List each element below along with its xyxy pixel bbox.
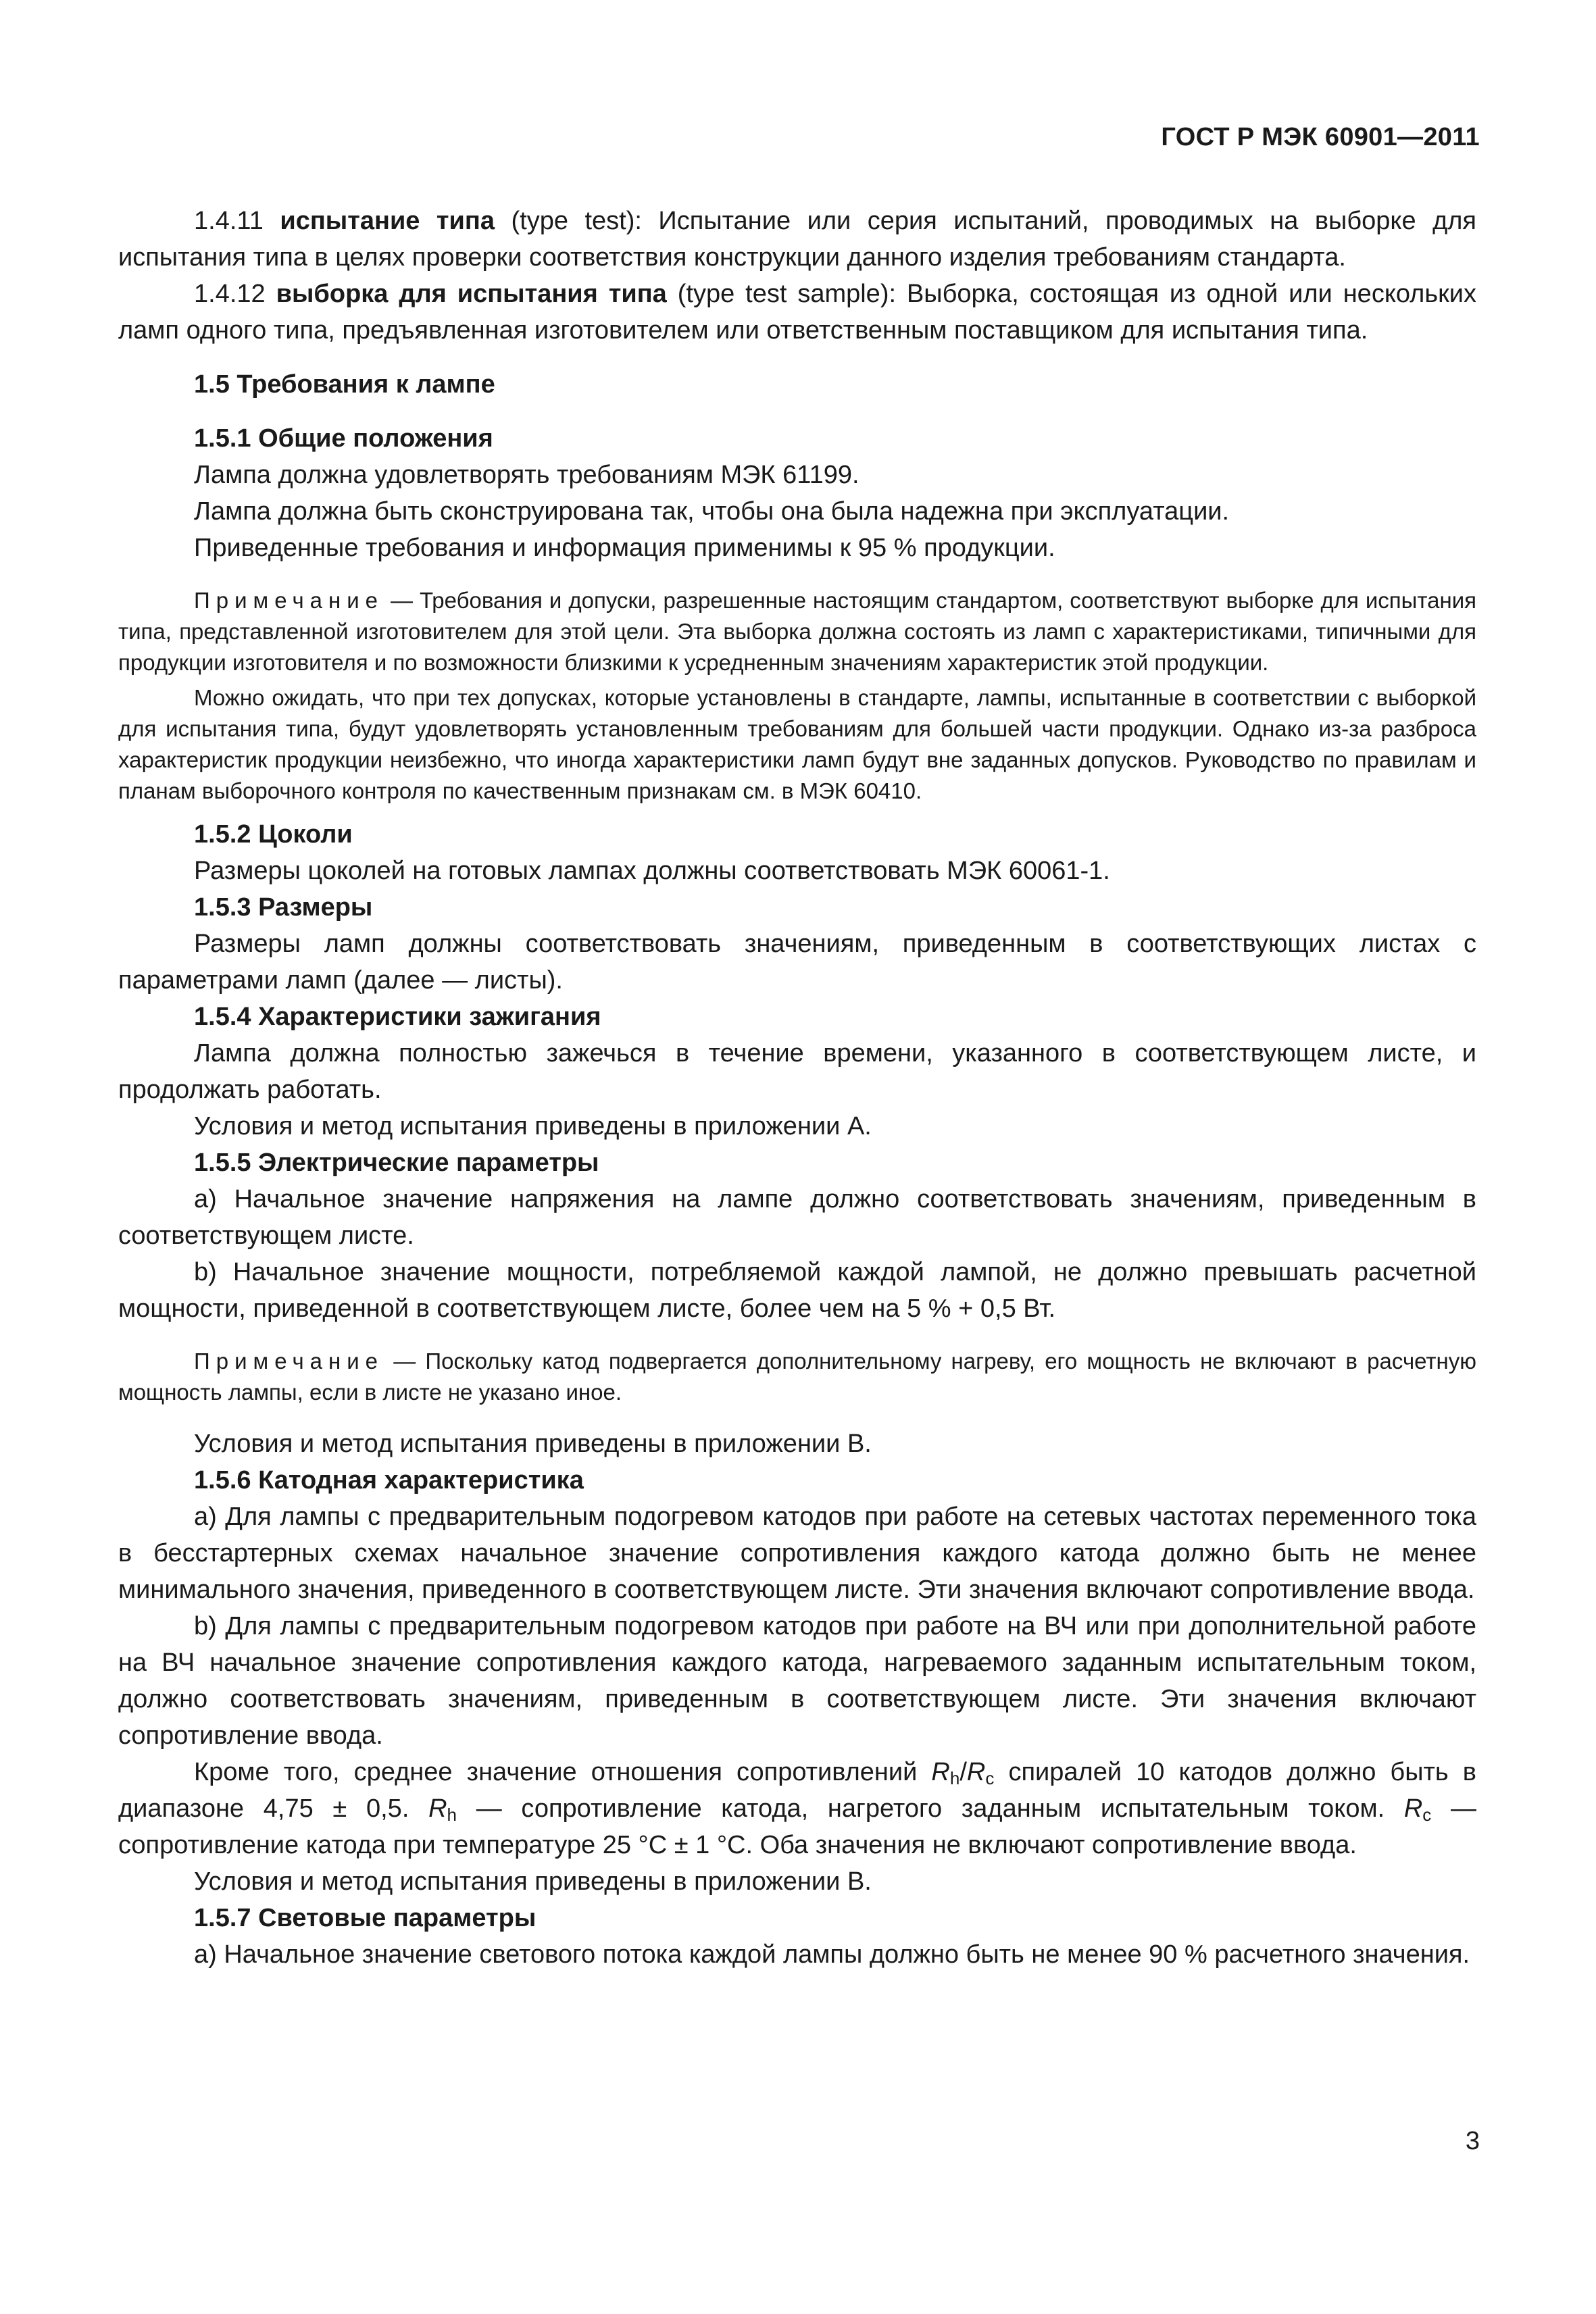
page-number: 3 [1465,2127,1480,2155]
section-heading-1-5-2: 1.5.2 Цоколи [194,820,353,849]
paragraph: b) Начальное значение мощности, потребляемой каждой лампой, не должно превышать расчетной мощности, приведенной в соответствующем листе, более чем на 5 % + 0,5 Вт. [118,1258,1476,1323]
clause-1-4-12 [118,276,1476,349]
document-header: ГОСТ Р МЭК 60901—2011 [1161,123,1480,151]
section-heading-1-5-7: 1.5.7 Световые параметры [194,1904,537,1932]
section-heading-1-5-3: 1.5.3 Размеры [194,893,373,922]
note-1-5-5 [118,1346,1476,1408]
document-body [118,203,1476,1973]
paragraph: Размеры ламп должны соответствовать значениям, приведенным в соответствующих листах с параметрами ламп (далее — листы). [118,930,1476,995]
clause-text: (type test): Испытание или серия испытаний, проводимых на выборке для испытания типа в целях проверки соответствия конструкции данного изделия требованиям стандарта. [118,207,1476,272]
note-1-5-1 [118,585,1476,678]
paragraph: Лампа должна полностью зажечься в течение времени, указанного в соответствующем листе, и продолжать работать. [118,1039,1476,1104]
note-text: — Поскольку катод подвергается дополнительному нагреву, его мощность не включают в расчетную мощность лампы, если в листе не указано иное. [118,1349,1476,1405]
clause-text: (type test sample): Выборка, состоящая из одной или нескольких ламп одного типа, предъявленная изготовителем или ответственным поставщиком для испытания типа. [118,280,1476,345]
paragraph-resistance-ratio: Кроме того, среднее значение отношения сопротивлений $R_h/R_c$ спиралей 10 катодов должно быть в диапазоне 4,75 ± 0,5. $R_h$ — сопротивление катода, нагретого заданным испытательным током. $R_c$ — сопротивление катода при температуре 25 °C ± 1 °C. Оба значения не включают сопротивление ввода. [118,1758,1476,1859]
term: выборка для испытания типа [276,280,667,308]
clause-number: 1.4.11 [194,207,264,235]
paragraph: Приведенные требования и информация применимы к 95 % продукции. [194,534,1055,562]
note-text: — Требования и допуски, разрешенные настоящим стандартом, соответствуют выборке для испытания типа, представленной изготовителем для этой цели. Эта выборка должна состоять из ламп с характеристиками, типичными для продукции изготовителя и по возможности близкими к усредненным значениям характеристик этой продукции. [118,588,1476,675]
paragraph: Условия и метод испытания приведены в приложении А. [194,1112,872,1140]
paragraph: Лампа должна удовлетворять требованиям МЭК 61199. [194,461,859,489]
paragraph: а) Начальное значение светового потока каждой лампы должно быть не менее 90 % расчетного значения. [194,1940,1470,1969]
note-label: Примечание [194,588,384,613]
section-heading-1-5-5: 1.5.5 Электрические параметры [194,1149,599,1177]
paragraph: Условия и метод испытания приведены в приложении В. [194,1430,872,1458]
paragraph: а) Для лампы с предварительным подогревом катодов при работе на сетевых частотах переменного тока в бесстартерных схемах начальное значение сопротивления каждого катода должно быть не менее минимального значения, приведенного в соответствующем листе. Эти значения включают сопротивление ввода. [118,1503,1476,1604]
note-label: Примечание [194,1349,384,1374]
section-heading-1-5-1: 1.5.1 Общие положения [194,424,493,453]
clause-number: 1.4.12 [194,280,266,308]
paragraph: b) Для лампы с предварительным подогревом катодов при работе на ВЧ или при дополнительной работе на ВЧ начальное значение сопротивления каждого катода, нагреваемого заданным испытательным током, должно соответствовать значениям, приведенным в соответствующем листе. Эти значения включают сопротивление ввода. [118,1612,1476,1750]
paragraph: Размеры цоколей на готовых лампах должны соответствовать МЭК 60061-1. [194,857,1110,885]
clause-1-4-11 [118,203,1476,276]
section-heading-1-5-4: 1.5.4 Характеристики зажигания [194,1003,601,1031]
note-continuation: Можно ожидать, что при тех допусках, которые установлены в стандарте, лампы, испытанные в соответствии с выборкой для испытания типа, будут удовлетворять установленным требованиям для большей части продукции. Однако из-за разброса характеристик продукции неизбежно, что иногда характеристики ламп будут вне заданных допусков. Руководство по правилам и планам выборочного контроля по качественным признакам см. в МЭК 60410. [118,685,1476,803]
section-heading-1-5-6: 1.5.6 Катодная характеристика [194,1466,584,1494]
paragraph: Лампа должна быть сконструирована так, чтобы она была надежна при эксплуатации. [194,497,1230,526]
paragraph: Условия и метод испытания приведены в приложении В. [194,1867,872,1896]
term: испытание типа [280,207,495,235]
paragraph: а) Начальное значение напряжения на лампе должно соответствовать значениям, приведенным в соответствующем листе. [118,1185,1476,1250]
section-heading-1-5: 1.5 Требования к лампе [194,370,495,399]
